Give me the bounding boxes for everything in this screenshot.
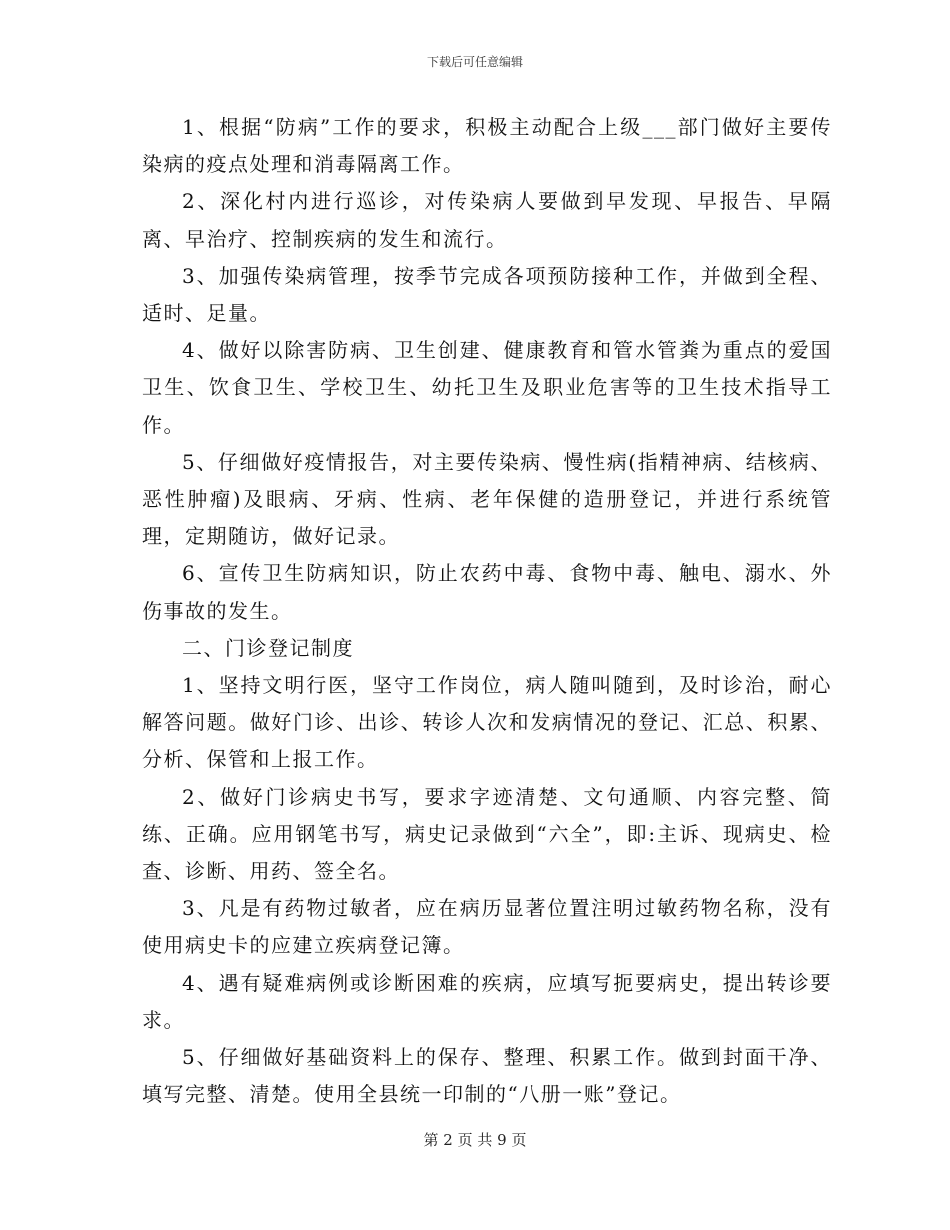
paragraph-outpatient-4: 4、遇有疑难病例或诊断困难的疾病，应填写扼要病史，提出转诊要求。 <box>142 970 832 1032</box>
section-heading-outpatient-registration: 二、门诊登记制度 <box>182 635 354 660</box>
paragraph-prevention-4: 4、做好以除害防病、卫生创建、健康教育和管水管粪为重点的爱国卫生、饮食卫生、学校卫生、幼托卫生及职业危害等的卫生技术指导工作。 <box>142 338 832 437</box>
paragraph-prevention-2: 2、深化村内进行巡诊，对传染病人要做到早发现、早报告、早隔离、早治疗、控制疾病的发生和流行。 <box>142 189 832 251</box>
document-body <box>142 109 832 1113</box>
page-header: 下载后可任意编辑 <box>426 55 523 69</box>
paragraph-outpatient-3: 3、凡是有药物过敏者，应在病历显著位置注明过敏药物名称，没有使用病史卡的应建立疾病登记簿。 <box>142 896 832 958</box>
paragraph-prevention-6: 6、宣传卫生防病知识，防止农药中毒、食物中毒、触电、溺水、外伤事故的发生。 <box>142 561 832 623</box>
paragraph-prevention-3: 3、加强传染病管理，按季节完成各项预防接种工作，并做到全程、适时、足量。 <box>142 263 832 326</box>
paragraph-outpatient-1: 1、坚持文明行医，坚守工作岗位，病人随叫随到，及时诊治，耐心解答问题。做好门诊、出诊、转诊人次和发病情况的登记、汇总、积累、分析、保管和上报工作。 <box>142 673 832 772</box>
paragraph-prevention-5: 5、仔细做好疫情报告，对主要传染病、慢性病(指精神病、结核病、恶性肿瘤)及眼病、牙病、性病、老年保健的造册登记，并进行系统管理，定期随访，做好记录。 <box>142 449 832 549</box>
paragraph-prevention-1: 1、根据“防病”工作的要求，积极主动配合上级___部门做好主要传染病的疫点处理和消毒隔离工作。 <box>142 115 832 177</box>
page-number-footer: 第 2 页 共 9 页 <box>423 1131 527 1149</box>
paragraph-outpatient-2: 2、做好门诊病史书写，要求字迹清楚、文句通顺、内容完整、简练、正确。应用钢笔书写，病史记录做到“六全”，即:主诉、现病史、检查、诊断、用药、签全名。 <box>142 784 832 884</box>
paragraph-outpatient-5: 5、仔细做好基础资料上的保存、整理、积累工作。做到封面干净、填写完整、清楚。使用全县统一印制的“八册一账”登记。 <box>142 1045 832 1107</box>
